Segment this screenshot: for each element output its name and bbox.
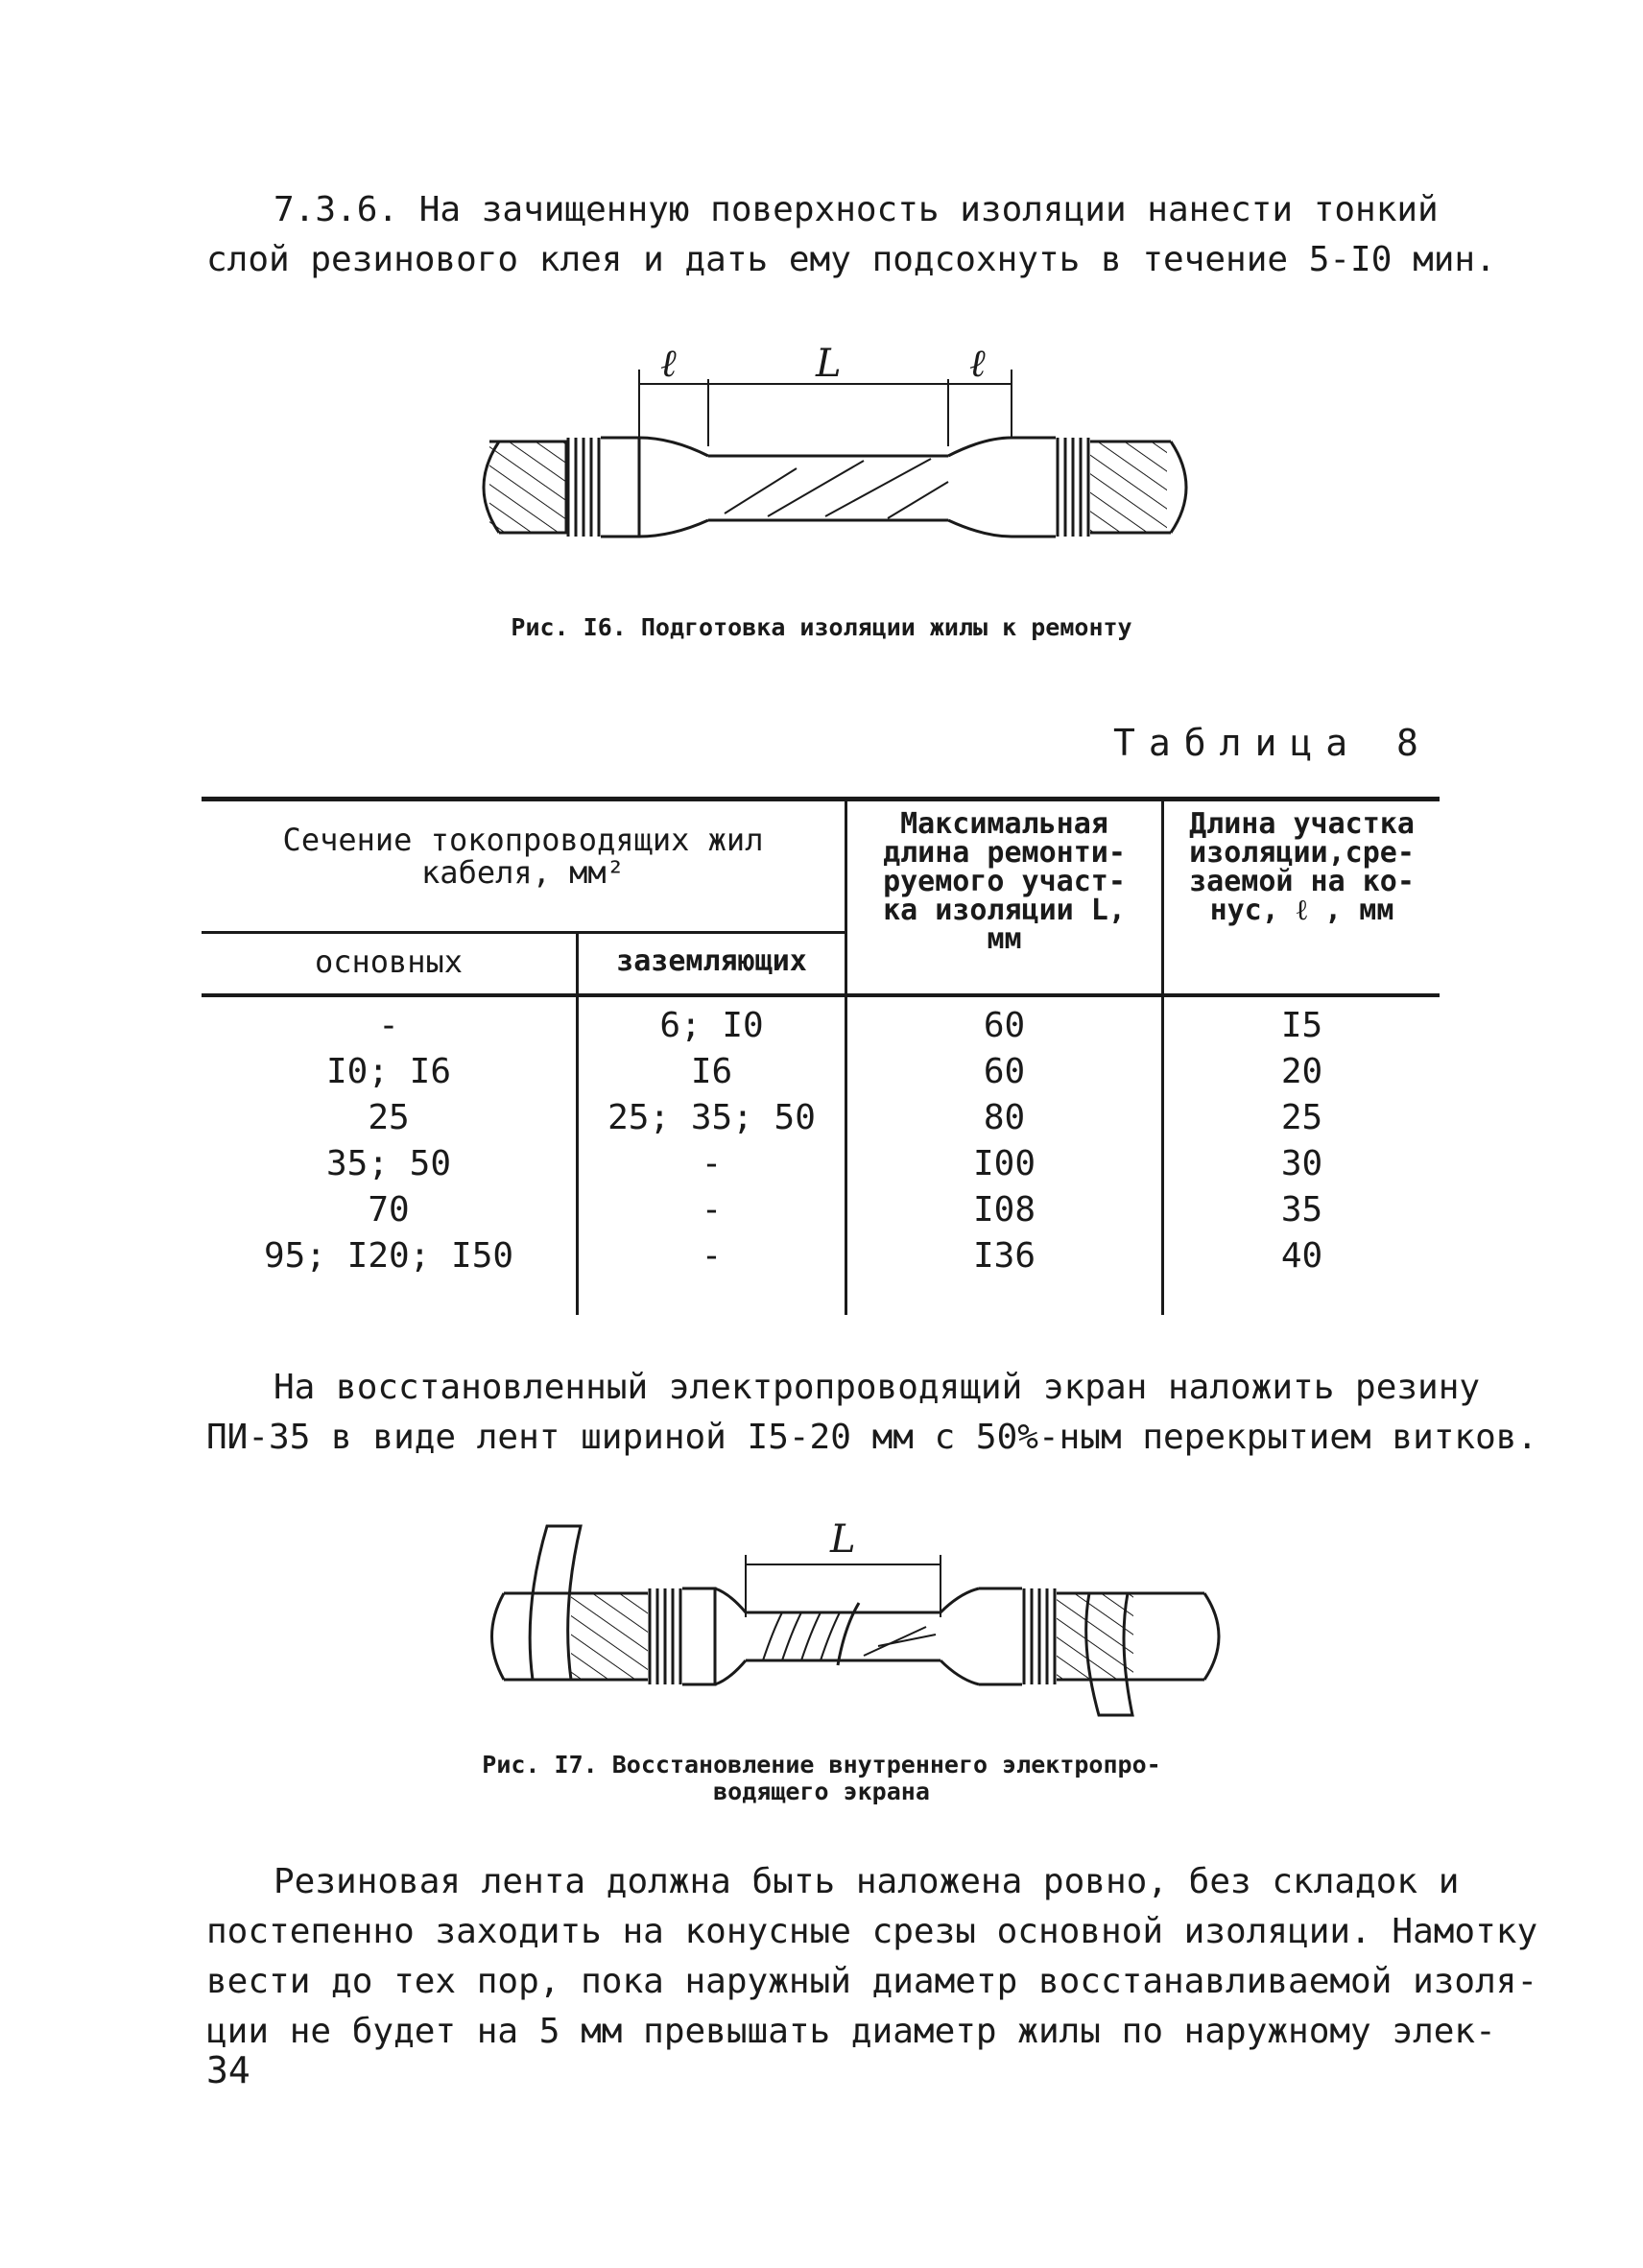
header-text: Максимальная bbox=[900, 807, 1108, 841]
figure-17-caption bbox=[0, 1752, 1643, 1805]
header-maxlen bbox=[847, 807, 1161, 956]
cell-ground: 6; I0 bbox=[659, 1006, 764, 1045]
cell-maxlen: I36 bbox=[972, 1236, 1036, 1276]
header-ground: заземляющих bbox=[616, 944, 807, 978]
header-conelen bbox=[1164, 807, 1440, 927]
dimension-label-L: L bbox=[830, 1517, 856, 1562]
cell-main: 70 bbox=[368, 1190, 410, 1229]
cell-main: - bbox=[378, 1006, 399, 1045]
figure-16-drawing bbox=[451, 346, 1219, 566]
cell-maxlen: I00 bbox=[972, 1144, 1036, 1183]
header-text: заемой на ко- bbox=[1189, 865, 1415, 898]
figure-17-drawing bbox=[475, 1512, 1243, 1723]
cell-maxlen: I08 bbox=[972, 1190, 1036, 1229]
dimension-label-l: ℓ bbox=[969, 346, 986, 386]
cell-ground: - bbox=[701, 1190, 723, 1229]
caption-line: Рис. I7. Восстановление внутреннего электропро- bbox=[482, 1751, 1161, 1779]
header-text: длина ремонти- bbox=[883, 836, 1126, 870]
cell-conelen: 25 bbox=[1280, 1098, 1323, 1137]
paragraph-line: ПИ-35 в виде лент шириной I5-20 мм с 50%-ным перекрытием витков. bbox=[206, 1418, 1538, 1457]
header-text: кабеля, мм² bbox=[421, 854, 625, 891]
dimension-label-L: L bbox=[816, 346, 842, 386]
table-8 bbox=[202, 797, 1440, 1315]
cell-maxlen: 80 bbox=[983, 1098, 1026, 1137]
cell-main: I0; I6 bbox=[325, 1052, 452, 1091]
cell-maxlen: 60 bbox=[983, 1006, 1026, 1045]
paragraph-line: Резиновая лента должна быть наложена ровно, без складок и bbox=[274, 1862, 1460, 1901]
dimension-label-l: ℓ bbox=[660, 346, 677, 386]
header-text: изоляции,сре- bbox=[1189, 836, 1415, 870]
table-subheader-rule bbox=[202, 931, 845, 934]
cell-conelen: I5 bbox=[1280, 1006, 1323, 1045]
cell-main: 25 bbox=[368, 1098, 410, 1137]
paragraph-line: постепенно заходить на конусные срезы основной изоляции. Намотку bbox=[206, 1912, 1538, 1951]
header-main: основных bbox=[314, 943, 464, 980]
paragraph-line: ции не будет на 5 мм превышать диаметр жилы по наружному элек- bbox=[206, 2012, 1496, 2051]
cell-ground: - bbox=[701, 1144, 723, 1183]
cell-ground: - bbox=[701, 1236, 723, 1276]
paragraph-tape-application bbox=[206, 1857, 1538, 2057]
header-text: мм bbox=[987, 922, 1022, 956]
cell-conelen: 30 bbox=[1280, 1144, 1323, 1183]
paragraph-line: 7.3.6. На зачищенную поверхность изоляции нанести тонкий bbox=[274, 190, 1439, 229]
paragraph-7-3-6 bbox=[206, 185, 1496, 285]
header-text: руемого участ- bbox=[883, 865, 1126, 898]
cell-main: 35; 50 bbox=[325, 1144, 452, 1183]
paragraph-line: слой резинового клея и дать ему подсохнуть в течение 5-I0 мин. bbox=[206, 240, 1496, 279]
header-text: ка изоляции L, bbox=[883, 894, 1126, 927]
table-header-rule bbox=[202, 993, 1440, 997]
cell-maxlen: 60 bbox=[983, 1052, 1026, 1091]
cell-ground: I6 bbox=[690, 1052, 733, 1091]
header-text: нус, ℓ , мм bbox=[1209, 894, 1394, 927]
paragraph-line: вести до тех пор, пока наружный диаметр восстанавливаемой изоля- bbox=[206, 1962, 1538, 2001]
cell-conelen: 20 bbox=[1280, 1052, 1323, 1091]
header-text: Сечение токопроводящих жил bbox=[282, 822, 764, 858]
cell-main: 95; I20; I50 bbox=[263, 1236, 514, 1276]
figure-16-caption: Рис. I6. Подготовка изоляции жилы к ремонту bbox=[511, 613, 1132, 641]
cell-conelen: 35 bbox=[1280, 1190, 1323, 1229]
cell-conelen: 40 bbox=[1280, 1236, 1323, 1276]
paragraph-line: На восстановленный электропроводящий экран наложить резину bbox=[274, 1368, 1481, 1407]
paragraph-screen-restoration bbox=[206, 1363, 1538, 1463]
page-number: 34 bbox=[206, 2049, 250, 2091]
header-text: Длина участка bbox=[1189, 807, 1415, 841]
table-top-rule bbox=[202, 797, 1440, 801]
caption-line: водящего экрана bbox=[713, 1778, 930, 1805]
cell-ground: 25; 35; 50 bbox=[607, 1098, 816, 1137]
header-section bbox=[202, 824, 845, 889]
table-title: Таблица 8 bbox=[1113, 722, 1432, 764]
